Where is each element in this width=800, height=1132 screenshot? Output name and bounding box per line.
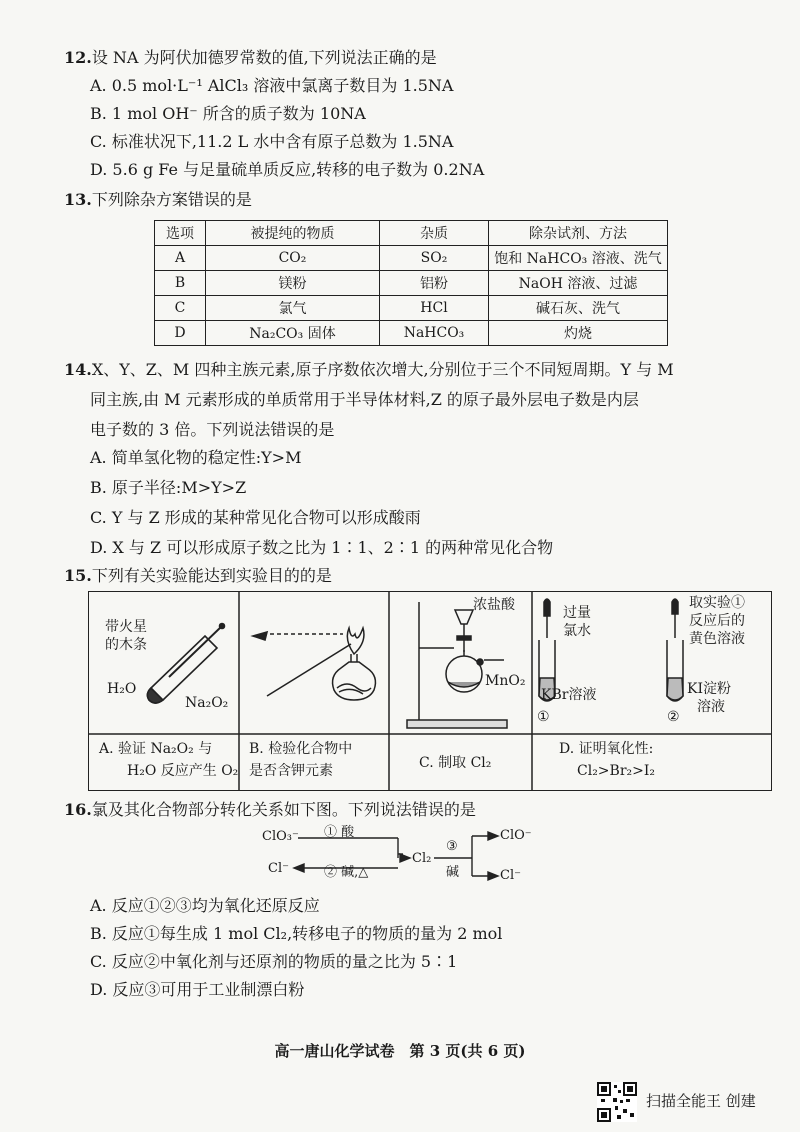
q13-table	[154, 220, 668, 346]
table-header: 除杂试剂、方法	[489, 221, 668, 246]
q12-stem-text: 设 NA 为阿伏加德罗常数的值,下列说法正确的是	[91, 48, 437, 67]
q16-stem-text: 氯及其化合物部分转化关系如下图。下列说法错误的是	[91, 800, 476, 819]
label-chlorine-water	[563, 604, 591, 640]
table-cell: 氯气	[206, 296, 380, 321]
q12-option-b: B. 1 mol OH⁻ 所含的质子数为 10NA	[90, 104, 366, 123]
scheme-r1: ① 酸	[324, 825, 355, 840]
scheme-clo3: ClO₃⁻	[262, 829, 299, 844]
scheme-r3-number: ③	[446, 839, 458, 854]
table-cell: NaHCO₃	[380, 321, 489, 346]
chlorine-generator-icon	[407, 602, 507, 728]
caption-b-line-1: B. 检验化合物中	[249, 741, 353, 757]
table-cell: 灼烧	[489, 321, 668, 346]
label-chlorine-water-line-1: 过量	[563, 605, 591, 621]
label-yellow-solution-line-1: 取实验①	[689, 595, 745, 611]
q12-option-d: D. 5.6 g Fe 与足量硫单质反应,转移的电子数为 0.2NA	[90, 160, 485, 179]
table-cell: C	[155, 296, 206, 321]
q14-option-a: A. 简单氢化物的稳定性:Y>M	[90, 448, 302, 467]
caption-a	[99, 738, 238, 782]
q16-reaction-scheme	[262, 826, 542, 888]
table-row	[155, 271, 668, 296]
label-na2o2: Na₂O₂	[185, 695, 229, 711]
table-header: 杂质	[380, 221, 489, 246]
label-splint	[105, 618, 147, 654]
label-yellow-solution	[689, 594, 745, 648]
table-cell: 镁粉	[206, 271, 380, 296]
caption-a-line-1: A. 验证 Na₂O₂ 与	[99, 741, 213, 757]
q12-stem	[64, 48, 437, 68]
alcohol-lamp-icon	[333, 628, 376, 700]
page-footer: 高一唐山化学试卷 第 3 页(共 6 页)	[274, 1042, 526, 1060]
scheme-cl-left: Cl⁻	[268, 861, 289, 876]
label-yellow-solution-line-3: 黄色溶液	[689, 631, 745, 647]
q16-option-b: B. 反应①每生成 1 mol Cl₂,转移电子的物质的量为 2 mol	[90, 924, 503, 943]
q15-stem-text: 下列有关实验能达到实验目的的是	[91, 566, 332, 585]
caption-b	[249, 738, 352, 782]
scanner-watermark: 扫描全能王 创建	[646, 1092, 756, 1110]
label-splint-line-1: 带火星	[105, 619, 147, 635]
label-chlorine-water-line-2: 氯水	[563, 623, 591, 639]
q16-number: 16.	[64, 800, 92, 819]
caption-d-line-2: Cl₂>Br₂>I₂	[577, 763, 655, 779]
q14-stem-line-1	[64, 360, 674, 380]
label-ki-starch	[687, 680, 731, 716]
q14-stem-text: X、Y、Z、M 四种主族元素,原子序数依次增大,分别位于三个不同短周期。Y 与 M	[91, 360, 674, 379]
q13-number: 13.	[64, 190, 92, 209]
q16-option-a: A. 反应①②③均为氧化还原反应	[90, 896, 320, 915]
q14-number: 14.	[64, 360, 92, 379]
label-h2o: H₂O	[107, 681, 137, 697]
table-cell: 铝粉	[380, 271, 489, 296]
q12-option-c: C. 标准状况下,11.2 L 水中含有原子总数为 1.5NA	[90, 132, 454, 151]
q15-number: 15.	[64, 566, 92, 585]
table-row	[155, 296, 668, 321]
label-circle-1: ①	[537, 709, 550, 725]
table-cell: NaOH 溶液、过滤	[489, 271, 668, 296]
table-cell: SO₂	[380, 246, 489, 271]
q14-option-c: C. Y 与 Z 形成的某种常见化合物可以形成酸雨	[90, 508, 421, 527]
q15-experiment-figure	[88, 591, 772, 791]
scheme-cl-right: Cl⁻	[500, 868, 521, 883]
caption-b-line-2: 是否含钾元素	[249, 763, 333, 779]
q14-stem-line-3: 电子数的 3 倍。下列说法错误的是	[90, 420, 335, 439]
q13-stem-text: 下列除杂方案错误的是	[91, 190, 252, 209]
platinum-wire-icon	[253, 632, 351, 696]
q16-option-c: C. 反应②中氧化剂与还原剂的物质的量之比为 5∶1	[90, 952, 458, 971]
caption-a-line-2: H₂O 反应产生 O₂	[127, 763, 239, 779]
label-splint-line-2: 的木条	[105, 637, 147, 653]
q15-stem	[64, 566, 332, 586]
table-header: 被提纯的物质	[206, 221, 380, 246]
table-cell: B	[155, 271, 206, 296]
q14-option-b: B. 原子半径:M>Y>Z	[90, 478, 247, 497]
table-cell: Na₂CO₃ 固体	[206, 321, 380, 346]
table-cell: A	[155, 246, 206, 271]
scheme-clo: ClO⁻	[500, 828, 532, 843]
table-cell: 饱和 NaHCO₃ 溶液、洗气	[489, 246, 668, 271]
label-mno2: MnO₂	[485, 673, 526, 689]
caption-c: C. 制取 Cl₂	[419, 755, 492, 771]
table-row	[155, 321, 668, 346]
table-header: 选项	[155, 221, 206, 246]
scheme-r2: ② 碱,△	[324, 865, 369, 880]
label-circle-2: ②	[667, 709, 680, 725]
label-yellow-solution-line-2: 反应后的	[689, 613, 745, 629]
q16-stem	[64, 800, 476, 820]
label-conc-hcl: 浓盐酸	[473, 597, 515, 613]
qr-code-icon	[597, 1082, 637, 1122]
caption-d-line-1: D. 证明氧化性:	[559, 741, 654, 757]
q12-number: 12.	[64, 48, 92, 67]
scheme-cl2: Cl₂	[412, 851, 432, 866]
table-cell: CO₂	[206, 246, 380, 271]
scheme-r3-condition: 碱	[446, 865, 460, 880]
table-row	[155, 246, 668, 271]
q14-option-d: D. X 与 Z 可以形成原子数之比为 1∶1、2∶1 的两种常见化合物	[90, 538, 554, 557]
table-header-row	[155, 221, 668, 246]
caption-d	[559, 738, 655, 782]
q13-stem	[64, 190, 252, 210]
table-cell: D	[155, 321, 206, 346]
table-cell: 碱石灰、洗气	[489, 296, 668, 321]
label-ki-starch-line-1: KI淀粉	[687, 681, 731, 697]
table-cell: HCl	[380, 296, 489, 321]
label-ki-starch-line-2: 溶液	[697, 699, 725, 715]
q14-stem-line-2: 同主族,由 M 元素形成的单质常用于半导体材料,Z 的原子最外层电子数是内层	[90, 390, 639, 409]
label-kbr: KBr溶液	[541, 687, 597, 703]
q16-option-d: D. 反应③可用于工业制漂白粉	[90, 980, 305, 999]
q12-option-a: A. 0.5 mol·L⁻¹ AlCl₃ 溶液中氯离子数目为 1.5NA	[90, 76, 454, 95]
